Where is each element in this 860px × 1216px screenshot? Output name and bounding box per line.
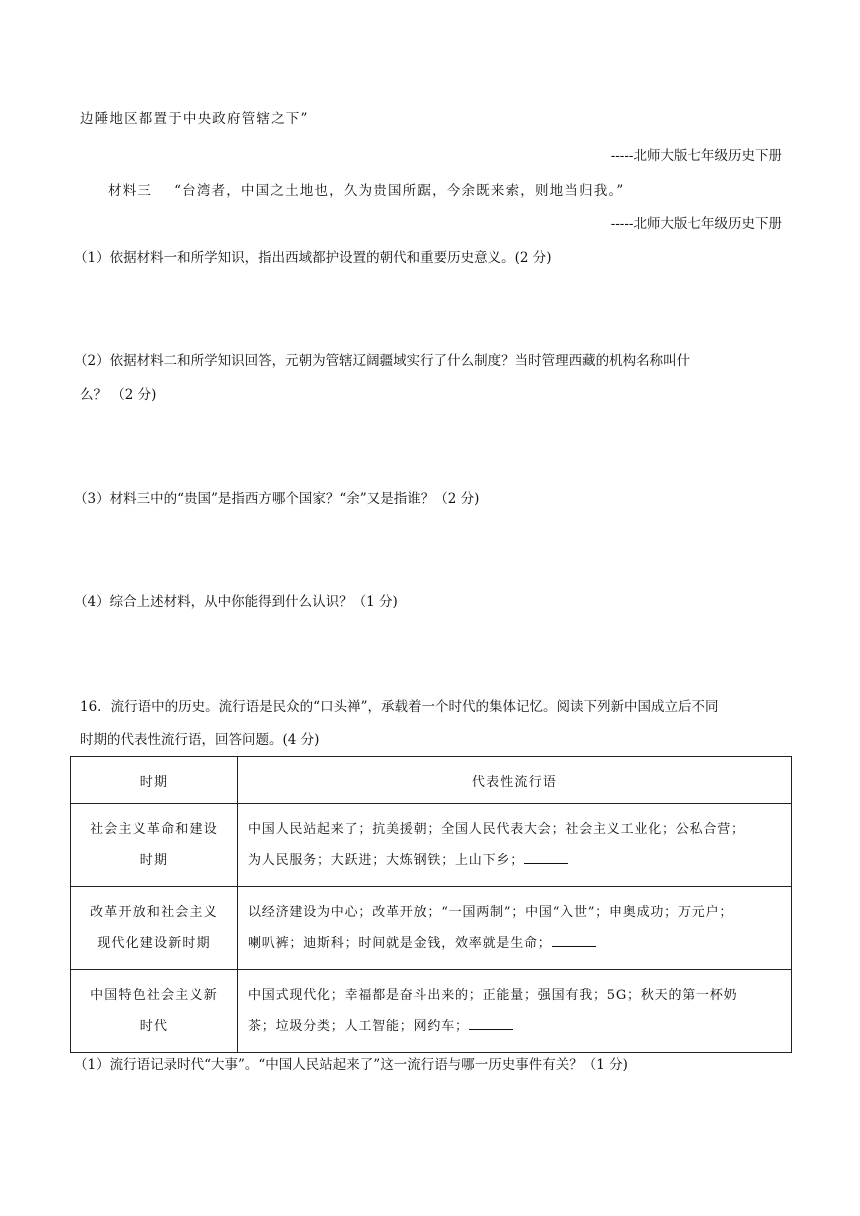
question-15-2: （2）依据材料二和所学知识回答，元朝为管辖辽阔疆域实行了什么制度？当时管理西藏的机构名称叫什 [74, 353, 691, 369]
table-header-row [71, 757, 792, 804]
period-cell [71, 887, 238, 970]
period-cell [71, 804, 238, 887]
phrases-cell [238, 887, 792, 970]
source-citation: -----北师大版七年级历史下册 [610, 148, 782, 164]
source-citation: -----北师大版七年级历史下册 [610, 216, 782, 232]
question-16-stem-cont: 时期的代表性流行语，回答问题。(4 分) [80, 732, 320, 748]
question-15-4: （4）综合上述材料，从中你能得到什么认识？（1 分) [74, 594, 398, 610]
table-row [71, 887, 792, 970]
question-16-1: （1）流行语记录时代“大事”。“中国人民站起来了”这一流行语与哪一历史事件有关？（1 分) [74, 1057, 628, 1073]
period-cell [71, 970, 238, 1053]
question-16-stem: 16．流行语中的历史。流行语是民众的“口头禅”，承载着一个时代的集体记忆。阅读下列新中国成立后不同 [80, 699, 719, 715]
period-text: 社会主义革命和建设 [90, 822, 218, 837]
period-text: 时期 [139, 853, 169, 868]
period-text: 改革开放和社会主义 [90, 905, 218, 920]
phrases-text: 以经济建设为中心；改革开放；“一国两制”；中国“入世”；申奥成功；万元户； [248, 905, 734, 920]
phrases-text: 茶；垃圾分类；人工智能；网约车； [248, 1019, 469, 1034]
phrases-cell [238, 970, 792, 1053]
table-row [71, 970, 792, 1053]
period-text: 中国特色社会主义新 [90, 988, 218, 1003]
table-header-phrases: 代表性流行语 [238, 757, 792, 804]
material3-text: “台湾者，中国之土地也，久为贵国所踞，今余既来索，则地当归我。” [174, 183, 625, 199]
answer-blank[interactable] [469, 1015, 513, 1030]
question-15-3: （3）材料三中的“贵国”是指西方哪个国家？“余”又是指谁？（2 分) [74, 491, 480, 507]
table-row [71, 804, 792, 887]
material3-label: 材料三 [108, 183, 153, 199]
phrases-text: 中国式现代化；幸福都是奋斗出来的；正能量；强国有我；5G；秋天的第一杯奶 [248, 988, 738, 1003]
material3 [108, 181, 625, 201]
phrases-text: 中国人民站起来了；抗美援朝；全国人民代表大会；社会主义工业化；公私合营； [248, 822, 745, 837]
question-15-2-cont: 么？ （2 分) [80, 387, 157, 403]
question-15-1: （1）依据材料一和所学知识，指出西域都护设置的朝代和重要历史意义。(2 分) [74, 250, 552, 266]
period-text: 现代化建设新时期 [97, 936, 211, 951]
table-header-period: 时期 [71, 757, 238, 804]
phrases-text: 喇叭裤；迪斯科；时间就是金钱，效率就是生命； [248, 936, 552, 951]
slang-table [70, 756, 792, 1053]
material2-tail: 边陲地区都置于中央政府管辖之下” [80, 111, 309, 127]
answer-blank[interactable] [524, 849, 568, 864]
answer-blank[interactable] [552, 932, 596, 947]
period-text: 时代 [139, 1019, 169, 1034]
phrases-cell [238, 804, 792, 887]
phrases-text: 为人民服务；大跃进；大炼钢铁；上山下乡； [248, 853, 525, 868]
